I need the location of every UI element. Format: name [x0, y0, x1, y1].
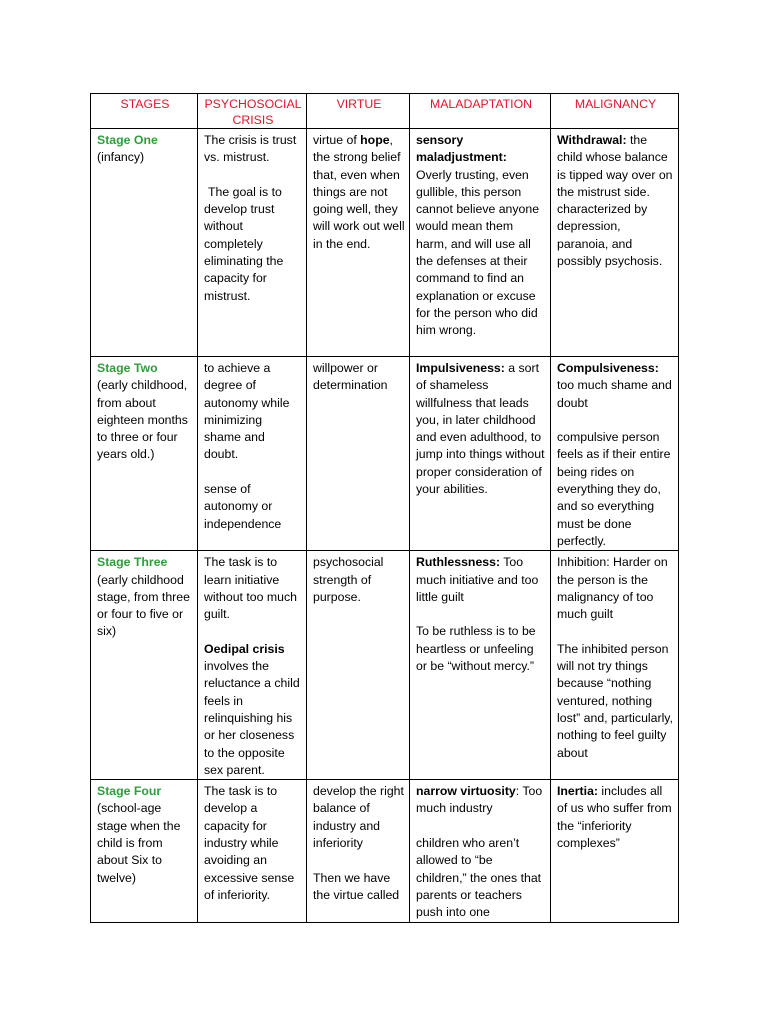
maladaptation-text: Too much initiative and too little guilt	[416, 555, 539, 604]
header-malignancy: MALIGNANCY	[551, 94, 679, 129]
malignancy-text: The inhibited person will not try things because “nothing ventured, nothing lost” and, particularly, nothing to feel guilty about	[557, 641, 673, 760]
maladaptation-text: a sort of shameless willfulness that leads you, in later childhood and even adulthood, to jump into things without proper consideration of your abilities.	[416, 361, 545, 497]
maladaptation-cell	[410, 551, 551, 780]
stage-cell	[91, 551, 198, 780]
malignancy-text: too much shame and doubt	[557, 378, 672, 410]
stage-cell	[91, 357, 198, 551]
virtue-cell	[307, 129, 410, 357]
virtue-cell: psychosocial strength of purpose.	[307, 551, 410, 780]
malignancy-cell	[551, 551, 679, 780]
maladaptation-term: sensory maladjustment:	[416, 133, 507, 165]
maladaptation-cell	[410, 129, 551, 357]
crisis-text: sense of autonomy or independence	[204, 482, 282, 531]
maladaptation-cell	[410, 357, 551, 551]
maladaptation-text: Overly trusting, even gullible, this person cannot believe anyone would mean them harm, and will use all the defenses at their command to find an explanation or excuse for the person who did him wrong.	[416, 167, 540, 338]
table-row	[91, 129, 679, 357]
crisis-term: Oedipal crisis	[204, 641, 285, 656]
table-row	[91, 780, 679, 922]
stage-title: Stage Four	[97, 784, 162, 799]
crisis-text: to achieve a degree of autonomy while minimizing shame and doubt.	[204, 361, 290, 462]
stage-title: Stage One	[97, 133, 158, 147]
crisis-cell	[198, 129, 307, 357]
maladaptation-text: To be ruthless is to be heartless or unfeeling or be “without mercy.”	[416, 624, 536, 674]
stage-desc: (early childhood stage, from three or four to five or six)	[97, 572, 190, 639]
virtue-bold: hope	[360, 133, 390, 147]
malignancy-term: Withdrawal:	[557, 133, 627, 147]
malignancy-cell	[551, 129, 679, 357]
virtue-text: Then we have the virtue called	[313, 870, 400, 902]
crisis-text: The crisis is trust vs. mistrust.	[204, 133, 297, 165]
maladaptation-text: : Too much industry	[416, 784, 543, 816]
stage-cell	[91, 129, 198, 357]
virtue-post: , the strong belief that, even when things are not going well, they will work out well in the end.	[313, 133, 405, 251]
malignancy-text: compulsive person feels as if their entire being rides on everything they do, and so everything must be done perfectly.	[557, 430, 671, 548]
malignancy-text: Inhibition: Harder on the person is the malignancy of too much guilt	[557, 555, 668, 622]
header-virtue: VIRTUE	[307, 94, 410, 129]
maladaptation-term: Ruthlessness:	[416, 555, 501, 570]
malignancy-text: the child whose balance is tipped way over on the mistrust side. characterized by depression, paranoia, and possibly psychosis.	[557, 133, 673, 269]
virtue-text: develop the right balance of industry and inferiority	[313, 784, 404, 851]
table-row	[91, 551, 679, 780]
table-row	[91, 357, 679, 551]
header-maladaptation: MALADAPTATION	[410, 94, 551, 129]
header-row	[91, 94, 679, 129]
stage-desc: (early childhood, from about eighteen months to three or four years old.)	[97, 378, 188, 462]
erikson-stages-table	[90, 93, 679, 923]
header-stages: STAGES	[91, 94, 198, 129]
maladaptation-term: narrow virtuosity	[416, 784, 516, 799]
malignancy-term: Inertia:	[557, 784, 598, 799]
stage-cell	[91, 780, 198, 922]
virtue-cell: willpower or determination	[307, 357, 410, 551]
malignancy-cell	[551, 357, 679, 551]
maladaptation-text: children who aren’t allowed to “be children,” the ones that parents or teachers push into one	[416, 836, 542, 920]
virtue-pre: virtue of	[313, 133, 361, 147]
crisis-text: involves the reluctance a child feels in relinquishing his or her closeness to the opposite sex parent.	[204, 659, 300, 777]
malignancy-cell	[551, 780, 679, 922]
crisis-text: The task is to learn initiative without too much guilt.	[204, 555, 297, 622]
stage-title: Stage Two	[97, 361, 158, 375]
maladaptation-term: Impulsiveness:	[416, 361, 505, 375]
crisis-cell	[198, 357, 307, 551]
malignancy-term: Compulsiveness:	[557, 361, 659, 375]
stage-title: Stage Three	[97, 555, 168, 570]
maladaptation-cell	[410, 780, 551, 922]
crisis-cell: The task is to develop a capacity for industry while avoiding an excessive sense of inferiority.	[198, 780, 307, 922]
header-psychosocial-crisis: PSYCHOSOCIAL CRISIS	[198, 94, 307, 129]
stage-desc: (school-age stage when the child is from about Six to twelve)	[97, 801, 181, 885]
crisis-text: The goal is to develop trust without completely eliminating the capacity for mistrust.	[204, 184, 284, 303]
crisis-cell	[198, 551, 307, 780]
virtue-cell	[307, 780, 410, 922]
malignancy-text: includes all of us who suffer from the “inferiority complexes”	[557, 784, 672, 851]
stage-desc: (infancy)	[97, 150, 145, 165]
